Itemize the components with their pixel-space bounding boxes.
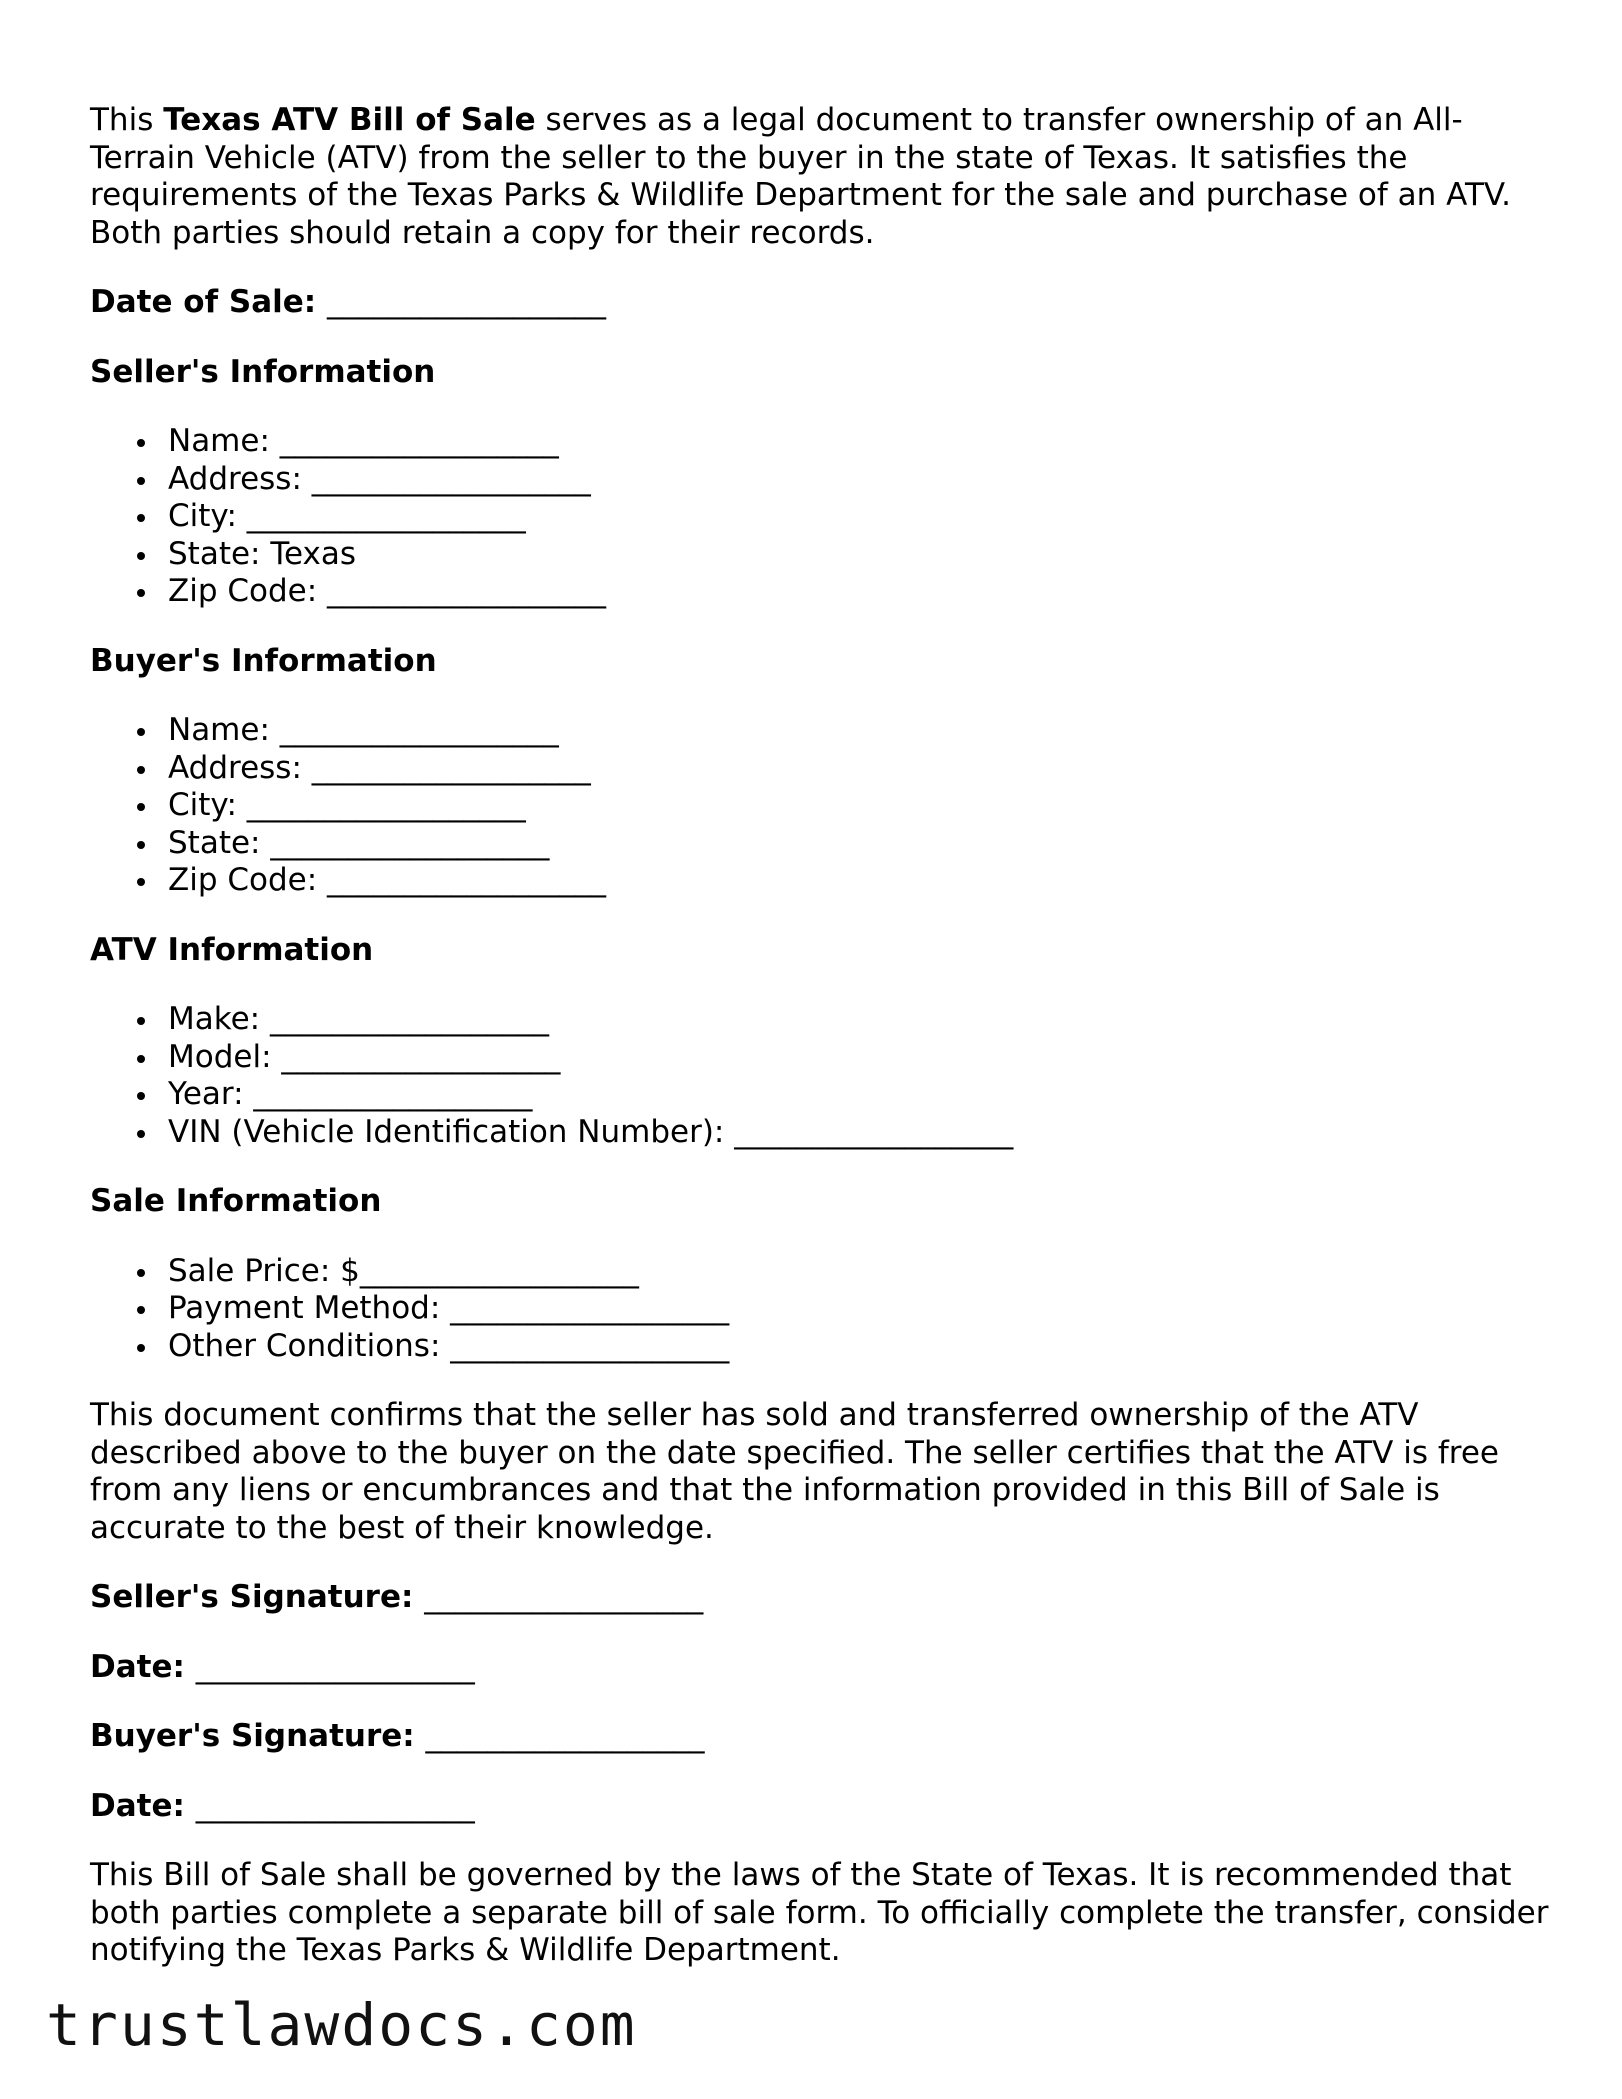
seller-name-field[interactable]: Name: __________________ xyxy=(90,423,1550,461)
confirmation-paragraph: This document confirms that the seller has sold and transferred ownership of the ATV described above to the buyer on the date specified. The seller certifies that the ATV is free from any liens or encumbrances and that the information provided in this Bill of Sale is accurate to the best of their knowledge. xyxy=(90,1397,1499,1546)
seller-info-heading: Seller's Information xyxy=(90,353,436,390)
atv-info-list xyxy=(90,1001,1550,1151)
buyer-date-blank[interactable]: __________________ xyxy=(195,1787,475,1824)
payment-method-field[interactable]: Payment Method: __________________ xyxy=(90,1290,1550,1328)
date-of-sale-label: Date of Sale: xyxy=(90,284,327,320)
buyer-date-field xyxy=(90,1788,1550,1826)
buyer-name-field[interactable]: Name: __________________ xyxy=(90,712,1550,750)
buyer-address-field[interactable]: Address: __________________ xyxy=(90,750,1550,788)
sale-price-field[interactable]: Sale Price: $__________________ xyxy=(90,1253,1550,1291)
seller-address-field[interactable]: Address: __________________ xyxy=(90,461,1550,499)
seller-date-blank[interactable]: __________________ xyxy=(195,1648,475,1685)
buyer-state-field[interactable]: State: __________________ xyxy=(90,825,1550,863)
seller-signature-blank[interactable]: __________________ xyxy=(424,1579,704,1615)
sale-info-heading: Sale Information xyxy=(90,1183,382,1219)
seller-date-label: Date: xyxy=(90,1648,196,1685)
seller-signature-field xyxy=(90,1579,1550,1617)
seller-info-list xyxy=(90,423,1550,611)
site-watermark-logo: trustlawdocs.com xyxy=(46,1991,637,2059)
date-of-sale-blank[interactable]: __________________ xyxy=(326,284,606,320)
atv-make-field[interactable]: Make: __________________ xyxy=(90,1001,1550,1039)
document-body xyxy=(90,102,1550,2002)
atv-model-field[interactable]: Model: __________________ xyxy=(90,1039,1550,1077)
buyer-zip-field[interactable]: Zip Code: __________________ xyxy=(90,862,1550,900)
atv-vin-field[interactable]: VIN (Vehicle Identification Number): __________________ xyxy=(90,1114,1550,1152)
seller-state-field: State: Texas xyxy=(90,536,1550,574)
seller-date-field xyxy=(90,1649,1550,1687)
atv-year-field[interactable]: Year: __________________ xyxy=(90,1076,1550,1114)
seller-city-field[interactable]: City: __________________ xyxy=(90,498,1550,536)
buyer-info-list xyxy=(90,712,1550,900)
document-title: Texas ATV Bill of Sale xyxy=(163,102,536,138)
intro-paragraph xyxy=(90,102,1550,252)
seller-signature-label: Seller's Signature: xyxy=(90,1579,425,1615)
sale-info-list xyxy=(90,1253,1550,1366)
intro-text: serves as a legal document to transfer ownership of an All-Terrain Vehicle (ATV) from the seller to the buyer in the state of Texas. It satisfies the requirements of the Texas Parks & Wildlife Department for the sale and purchase of an ATV. Both parties should retain a copy for their records. xyxy=(90,102,1511,251)
closing-paragraph: This Bill of Sale shall be governed by the laws of the State of Texas. It is recommended that both parties complete a separate bill of sale form. To officially complete the transfer, consider notifying the Texas Parks & Wildlife Department. xyxy=(90,1857,1549,1968)
buyer-info-heading: Buyer's Information xyxy=(90,642,437,679)
buyer-city-field[interactable]: City: __________________ xyxy=(90,787,1550,825)
other-conditions-field[interactable]: Other Conditions: __________________ xyxy=(90,1328,1550,1366)
buyer-signature-blank[interactable]: __________________ xyxy=(425,1718,705,1754)
buyer-date-label: Date: xyxy=(90,1787,196,1824)
buyer-signature-label: Buyer's Signature: xyxy=(90,1718,426,1754)
atv-info-heading: ATV Information xyxy=(90,931,374,968)
date-of-sale-field xyxy=(90,284,1550,322)
intro-prefix: This xyxy=(90,102,164,138)
buyer-signature-field xyxy=(90,1718,1550,1756)
seller-zip-field[interactable]: Zip Code: __________________ xyxy=(90,573,1550,611)
